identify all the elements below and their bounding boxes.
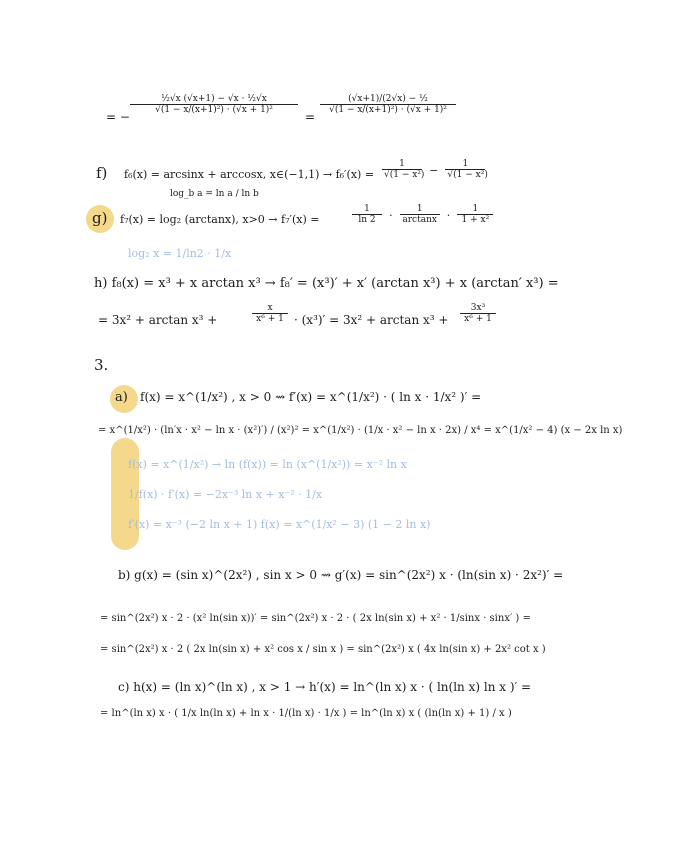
line-1-start: = −	[106, 110, 130, 124]
dot-operator: ·	[389, 209, 393, 222]
fraction-denominator: x⁶ + 1	[464, 314, 492, 324]
minus-sign: −	[429, 164, 439, 177]
item-h-line-2-middle: · (x³)′ = 3x² + arctan x³ +	[294, 313, 449, 327]
item-c-line-1: c) h(x) = (ln x)^(ln x) , x > 1 → h′(x) = ln^(ln x) x · ( ln(ln x) ln x )′ =	[118, 680, 532, 694]
fraction-numerator: 1	[382, 159, 422, 170]
item-h-fraction-2	[458, 303, 498, 324]
item-a-line-2: = x^(1/x²) · (ln′x · x² − ln x · (x²)′) / (x²)² = x^(1/x²) · (1/x · x² − ln x · 2x) / x⁴ = x^(1/x² − 4) (x − 2x ln x)	[98, 425, 623, 436]
line-1-equals: =	[305, 110, 316, 124]
dot-operator: ·	[446, 209, 451, 222]
fraction-denominator: √(1 − x/(x+1)²) · (√x + 1)²	[329, 105, 447, 115]
line-1-fraction-1	[128, 94, 300, 115]
fraction-numerator: 1	[352, 204, 382, 215]
item-h-line-2-start: = 3x² + arctan x³ +	[98, 313, 218, 327]
item-a-label: a)	[115, 390, 128, 405]
item-f-text: f₆(x) = arcsinx + arccosx, x∈(−1,1) → f₆′(x) =	[124, 168, 375, 181]
item-h-line-1: h) f₈(x) = x³ + x arctan x³ → f₈′ = (x³)′ + x′ (arctan x³) + x (arctan′ x³) =	[94, 276, 559, 291]
fraction-numerator: 1	[457, 204, 493, 215]
fraction-numerator: (√x+1)/(2√x) − ½	[320, 94, 456, 105]
note-log-base: log_b a = ln a / ln b	[170, 189, 259, 199]
fraction-numerator: 3x³	[460, 303, 496, 314]
item-g-text: f₇(x) = log₂ (arctanx), x>0 → f₇′(x) =	[120, 213, 320, 226]
item-g-label: g)	[92, 209, 108, 227]
item-a-blue-line-3: f′(x) = x⁻³ (−2 ln x + 1) f(x) = x^(1/x² − 3) (1 − 2 ln x)	[128, 518, 431, 531]
item-a-line-1: f(x) = x^(1/x²) , x > 0 ⇝ f′(x) = x^(1/x²) · ( ln x · 1/x² )′ =	[140, 390, 482, 404]
item-b-line-2: = sin^(2x²) x · 2 · (x² ln(sin x))′ = sin^(2x²) x · 2 · ( 2x ln(sin x) + x² · 1/sinx · sinx′ ) =	[100, 613, 531, 624]
item-a-blue-line-2: 1/f(x) · f′(x) = −2x⁻³ ln x + x⁻² · 1/x	[128, 488, 323, 501]
item-f-label: f)	[96, 164, 108, 182]
fraction-numerator: 1	[445, 159, 485, 170]
item-c-line-2: = ln^(ln x) x · ( 1/x ln(ln x) + ln x · 1/(ln x) · 1/x ) = ln^(ln x) x ( (ln(ln x) + 1) / x )	[100, 708, 512, 719]
fraction-denominator: 1 + x²	[461, 215, 490, 225]
item-b-line-1: b) g(x) = (sin x)^(2x²) , sin x > 0 ⇝ g′(x) = sin^(2x²) x · (ln(sin x) · 2x²)′ =	[118, 568, 564, 582]
fraction-denominator: √(1 − x²)	[447, 170, 488, 180]
item-h-fraction-1	[250, 303, 290, 324]
line-1-fraction-2	[318, 94, 458, 115]
item-b-line-3: = sin^(2x²) x · 2 ( 2x ln(sin x) + x² cos x / sin x ) = sin^(2x²) x ( 4x ln(sin x) + 2x² cot x )	[100, 644, 546, 655]
fraction-numerator: ½√x (√x+1) − √x · ½√x	[130, 94, 298, 105]
item-f-fractions	[380, 159, 487, 180]
item-g-fractions	[350, 204, 495, 225]
fraction-numerator: x	[252, 303, 288, 314]
fraction-denominator: ln 2	[358, 215, 376, 225]
fraction-denominator: x⁶ + 1	[256, 314, 284, 324]
fraction-numerator: 1	[400, 204, 440, 215]
fraction-denominator: arctanx	[402, 215, 437, 225]
item-a-blue-line-1: f(x) = x^(1/x²) → ln (f(x)) = ln (x^(1/x²)) = x⁻² ln x	[128, 458, 407, 471]
fraction-denominator: √(1 − x/(x+1)²) · (√x + 1)²	[155, 105, 273, 115]
note-log2-blue: log₂ x = 1/ln2 · 1/x	[128, 247, 232, 260]
section-3-heading: 3.	[94, 356, 109, 374]
fraction-denominator: √(1 − x²)	[384, 170, 425, 180]
